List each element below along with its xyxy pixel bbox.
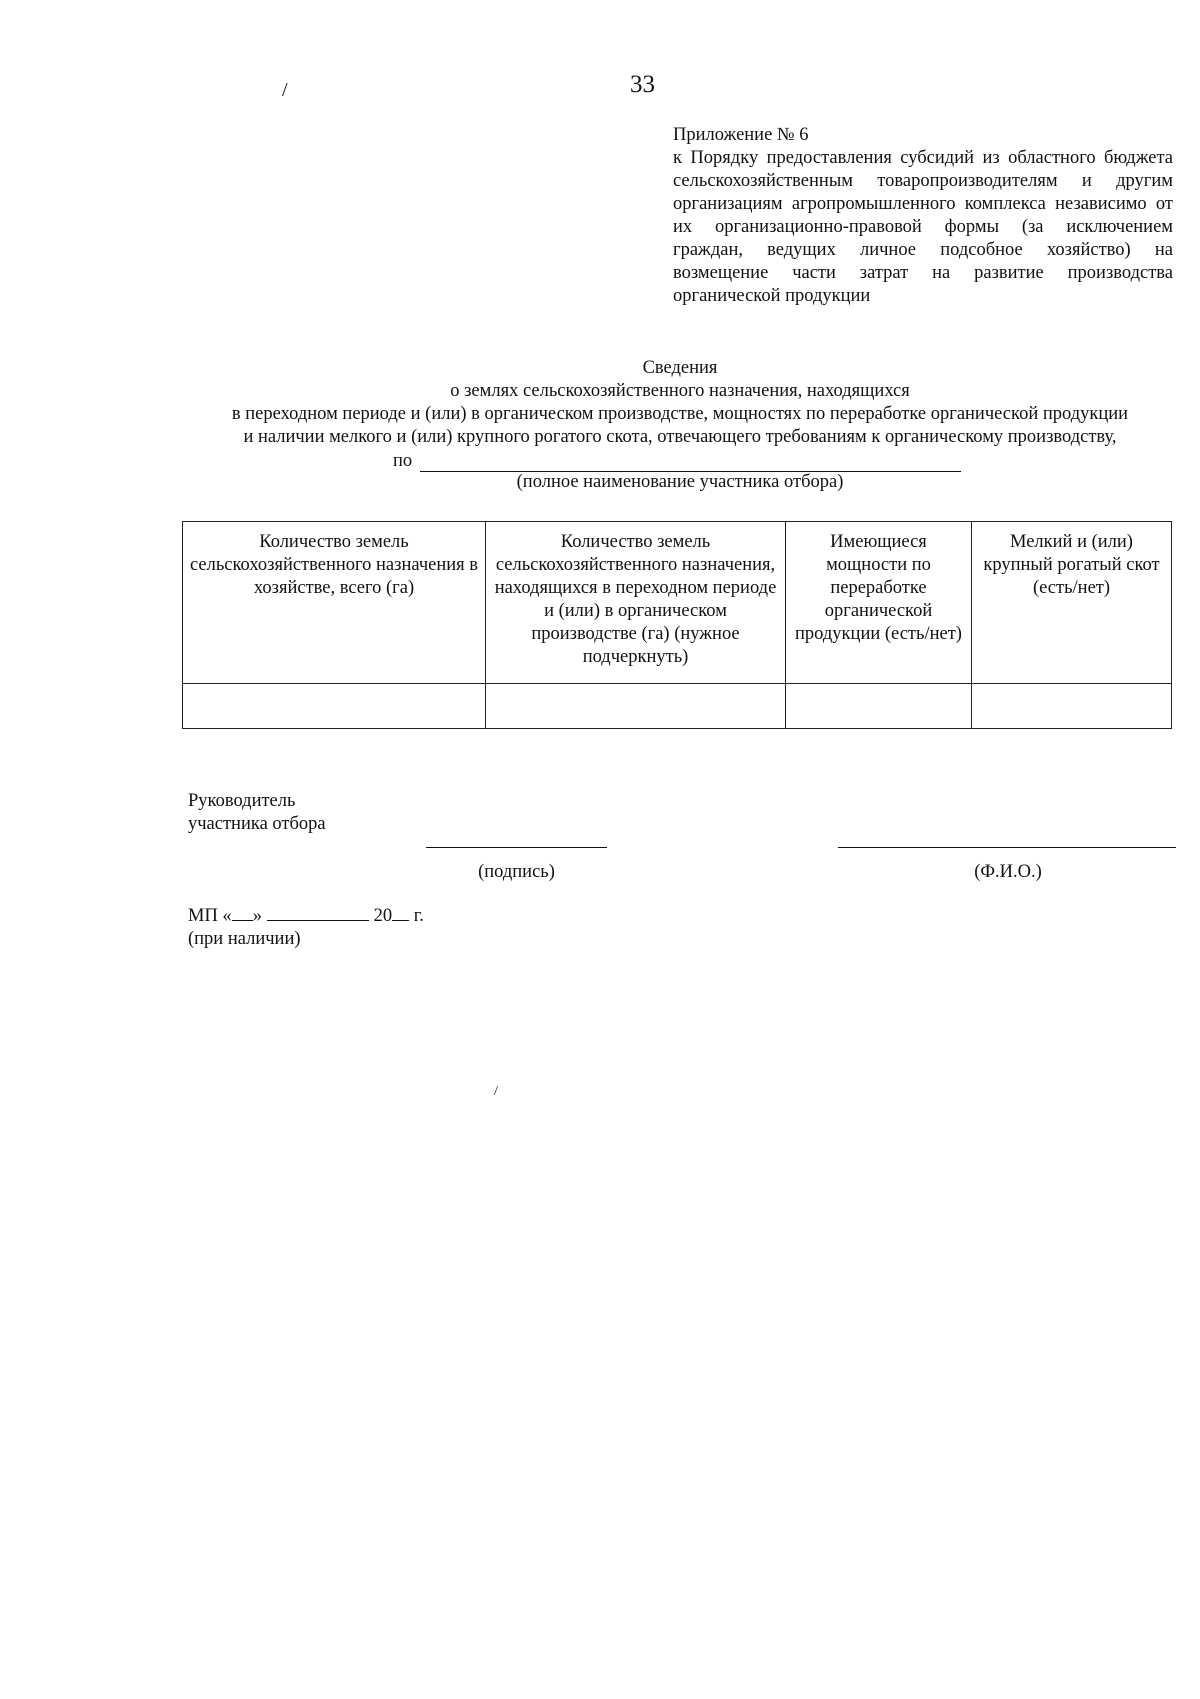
signature-line: [426, 847, 607, 848]
signer-role: [188, 790, 448, 836]
page-number: 33: [630, 71, 655, 98]
stamp-date-line: [188, 902, 424, 928]
close-quote: »: [252, 906, 262, 926]
column-header-organic-land: Количество земель сельскохозяйственного назначения, находящихся в переходном периоде и (или) в органическом производстве (га) (нужное подчеркнуть): [486, 522, 786, 684]
table-row: [183, 684, 1172, 729]
signer-role-line-1: Руководитель: [188, 791, 296, 811]
by-label: по: [393, 451, 413, 471]
signer-role-line-2: участника отбора: [188, 814, 326, 834]
table-cell: [972, 684, 1172, 729]
column-header-total-land: Количество земель сельскохозяйственного назначения в хозяйстве, всего (га): [183, 522, 486, 684]
participant-name-field: [393, 450, 412, 473]
heading-line-2: в переходном периоде и (или) в органическом производстве, мощностях по переработке органической продукции: [231, 404, 1129, 424]
stamp-date-block: [188, 902, 424, 951]
year-blank: [392, 902, 409, 921]
heading-title: Сведения: [642, 358, 718, 378]
month-blank: [267, 902, 369, 921]
year-prefix: 20: [373, 906, 393, 926]
table-cell: [183, 684, 486, 729]
appendix-block: [673, 124, 1173, 308]
heading-line-3: и наличии мелкого и (или) крупного рогатого скота, отвечающего требованиям к органическому производству,: [243, 427, 1117, 447]
document-heading: [160, 357, 1200, 449]
stray-pen-mark: /: [282, 79, 288, 101]
appendix-title: Приложение № 6: [673, 125, 809, 145]
table-cell: [786, 684, 972, 729]
table-header-row: [183, 522, 1172, 684]
full-name-line: [838, 847, 1176, 848]
stray-pen-mark: /: [494, 1084, 498, 1099]
organic-production-table: [182, 521, 1172, 729]
day-blank: [232, 902, 253, 921]
table-cell: [486, 684, 786, 729]
column-header-livestock: Мелкий и (или) крупный рогатый скот (есть/нет): [972, 522, 1172, 684]
column-header-processing-capacity: Имеющиеся мощности по переработке органической продукции (есть/нет): [786, 522, 972, 684]
appendix-body: к Порядку предоставления субсидий из областного бюджета сельскохозяйственным товаропроизводителям и другим организациям агропромышленного комплекса независимо от их организационно-правовой формы (за исключением граждан, ведущих личное подсобное хозяйство) на возмещение части затрат на развитие производства органической продукции: [673, 148, 1173, 306]
heading-line-1: о землях сельскохозяйственного назначения, находящихся: [450, 381, 910, 401]
stamp-note: (при наличии): [188, 929, 301, 949]
full-name-caption: (Ф.И.О.): [974, 862, 1042, 882]
signature-caption: (подпись): [478, 862, 555, 882]
year-suffix: г.: [413, 906, 424, 926]
participant-name-caption: (полное наименование участника отбора): [516, 472, 844, 492]
stamp-label: МП «: [188, 906, 232, 926]
